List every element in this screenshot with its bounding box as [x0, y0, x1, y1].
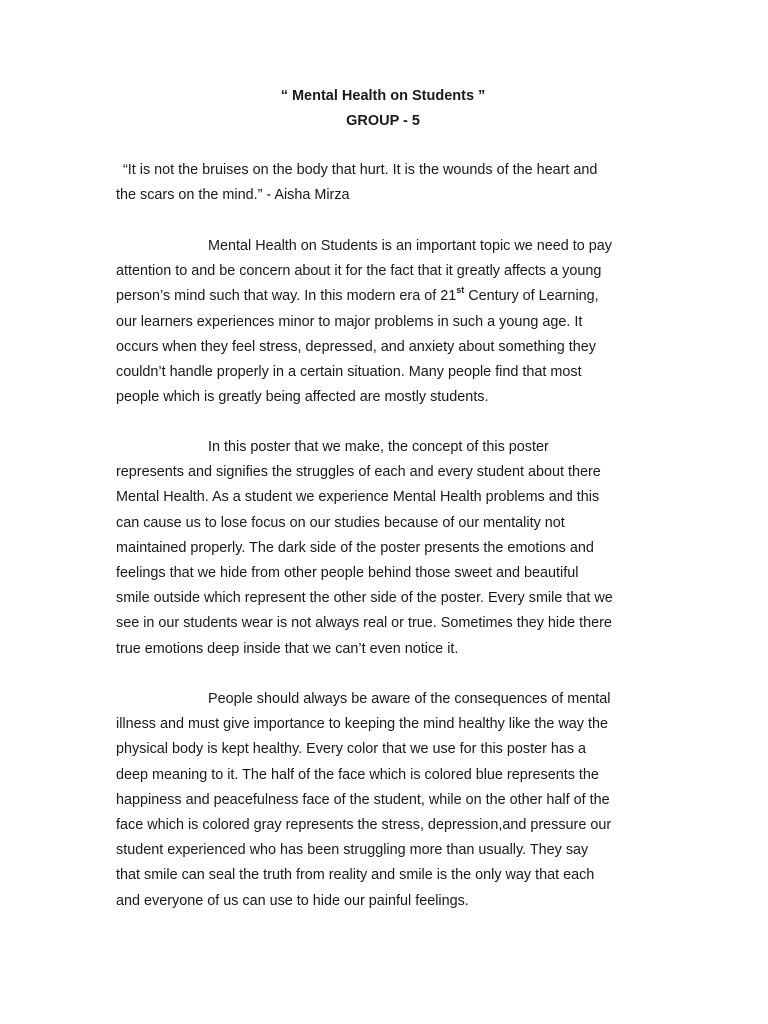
paragraph-line: Mental Health on Students is an important topic we need to pay: [208, 238, 612, 254]
quote-line: “It is not the bruises on the body that hurt. It is the wounds of the heart and: [123, 162, 598, 178]
paragraph-line: see in our students wear is not always real or true. Sometimes they hide there: [116, 615, 612, 632]
paragraph-line: feelings that we hide from other people behind those sweet and beautiful: [116, 565, 579, 582]
document-title: “ Mental Health on Students ”: [280, 88, 486, 104]
paragraph-3: [116, 687, 656, 914]
paragraph-line: student experienced who has been struggling more than usually. They say: [116, 842, 589, 859]
quote-line: the scars on the mind.” - Aisha Mirza: [116, 187, 350, 204]
paragraph-2: [116, 435, 656, 662]
paragraph-text: Century of Learning,: [464, 288, 599, 305]
paragraph-line: happiness and peacefulness face of the student, while on the other half of the: [116, 791, 610, 808]
paragraph-line: Mental Health. As a student we experience Mental Health problems and this: [116, 489, 600, 506]
paragraph-line: true emotions deep inside that we can’t even notice it.: [116, 640, 459, 657]
paragraph-line: physical body is kept healthy. Every color that we use for this poster has a: [116, 741, 587, 758]
group-label: GROUP - 5: [346, 113, 420, 129]
paragraph-text: person’s mind such that way. In this modern era of 21: [116, 288, 457, 305]
paragraph-line: [116, 284, 656, 309]
paragraph-line: face which is colored gray represents the stress, depression,and pressure our: [116, 817, 612, 834]
paragraph-line: couldn’t handle properly in a certain situation. Many people find that most: [116, 364, 582, 381]
paragraph-line: that smile can seal the truth from reality and smile is the only way that each: [116, 867, 595, 884]
paragraph-line: deep meaning to it. The half of the face which is colored blue represents the: [116, 766, 599, 783]
paragraph-line: smile outside which represent the other side of the poster. Every smile that we: [116, 590, 613, 607]
paragraph-line: attention to and be concern about it for the fact that it greatly affects a young: [116, 263, 602, 280]
opening-quote: [116, 158, 656, 208]
paragraph-line: can cause us to lose focus on our studies because of our mentality not: [116, 514, 565, 531]
ordinal-superscript: st: [456, 284, 465, 295]
paragraph-1: [116, 234, 656, 410]
paragraph-line: illness and must give importance to keeping the mind healthy like the way the: [116, 716, 608, 733]
paragraph-line: People should always be aware of the consequences of mental: [208, 691, 611, 707]
paragraph-line: our learners experiences minor to major problems in such a young age. It: [116, 313, 583, 330]
paragraph-line: In this poster that we make, the concept of this poster: [208, 439, 549, 455]
paragraph-line: and everyone of us can use to hide our painful feelings.: [116, 892, 469, 909]
paragraph-line: represents and signifies the struggles of each and every student about there: [116, 464, 601, 481]
paragraph-line: occurs when they feel stress, depressed, and anxiety about something they: [116, 338, 596, 355]
paragraph-line: people which is greatly being affected are mostly students.: [116, 389, 489, 406]
paragraph-line: maintained properly. The dark side of the poster presents the emotions and: [116, 539, 594, 556]
